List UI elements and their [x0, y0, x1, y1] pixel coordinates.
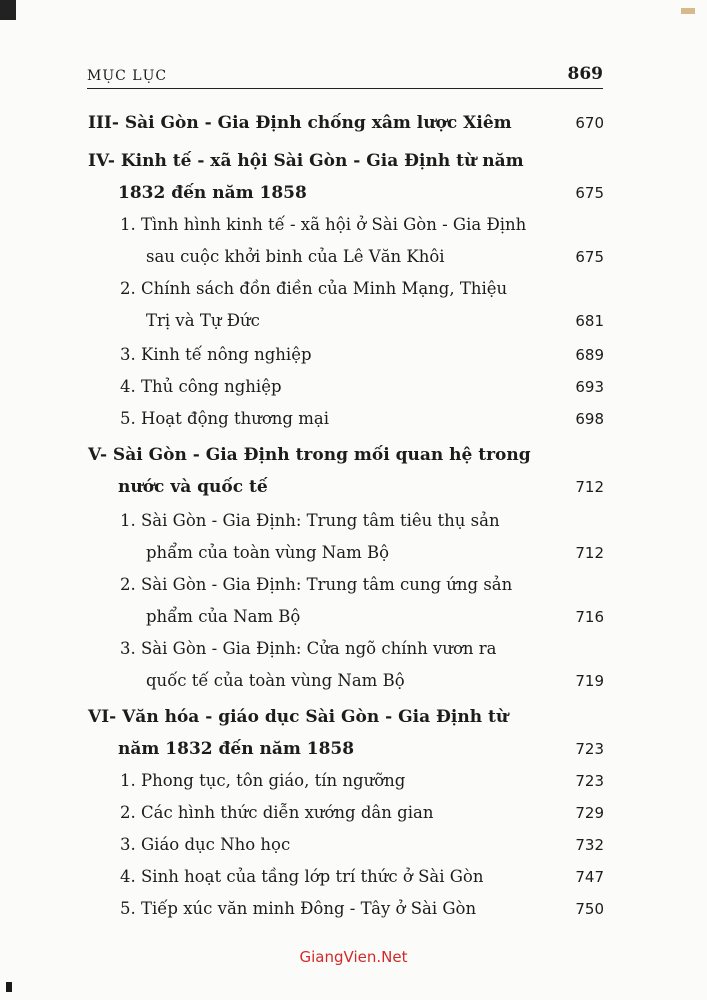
- toc-entry-page: 729: [575, 804, 604, 822]
- toc-entry: [0, 634, 707, 664]
- toc-entry-title: 3. Giáo dục Nho học: [120, 835, 291, 854]
- toc-entry-page: 698: [575, 410, 604, 428]
- toc-entry-title: quốc tế của toàn vùng Nam Bộ: [146, 671, 405, 690]
- toc-entry: [0, 372, 707, 402]
- scan-corner-mark: [6, 982, 12, 992]
- toc-entry-page: 675: [575, 184, 604, 202]
- scan-corner-mark: [681, 8, 695, 14]
- toc-entry-title: 4. Thủ công nghiệp: [120, 377, 282, 396]
- toc-entry-title: 1. Sài Gòn - Gia Định: Trung tâm tiêu thụ sản: [120, 511, 500, 530]
- toc-entry: [0, 538, 707, 568]
- toc-entry: [0, 108, 707, 138]
- toc-entry-title: 2. Các hình thức diễn xướng dân gian: [120, 803, 434, 822]
- toc-entry: [0, 798, 707, 828]
- toc-entry: [0, 702, 707, 732]
- toc-entry-page: 681: [575, 312, 604, 330]
- toc-entry-page: 716: [575, 608, 604, 626]
- toc-entry-title: 3. Sài Gòn - Gia Định: Cửa ngõ chính vươn ra: [120, 639, 497, 658]
- toc-entry-page: 750: [575, 900, 604, 918]
- page-number: 869: [567, 64, 603, 84]
- toc-entry: [0, 506, 707, 536]
- toc-entry: [0, 340, 707, 370]
- toc-entry: [0, 146, 707, 176]
- toc-entry-title: nước và quốc tế: [118, 477, 268, 497]
- toc-entry: [0, 472, 707, 502]
- toc-entry-page: 675: [575, 248, 604, 266]
- toc-entry: [0, 666, 707, 696]
- toc-entry: [0, 242, 707, 272]
- toc-entry-page: 712: [575, 544, 604, 562]
- toc-entry-title: 2. Sài Gòn - Gia Định: Trung tâm cung ứng sản: [120, 575, 513, 594]
- toc-entry: [0, 274, 707, 304]
- toc-entry-title: phẩm của Nam Bộ: [146, 607, 301, 626]
- toc-entry: [0, 734, 707, 764]
- toc-entry: [0, 570, 707, 600]
- toc-entry-title: 1. Phong tục, tôn giáo, tín ngưỡng: [120, 771, 406, 790]
- toc-entry-page: 689: [575, 346, 604, 364]
- toc-entry-title: 1. Tình hình kinh tế - xã hội ở Sài Gòn - Gia Định: [120, 215, 527, 234]
- toc-entry: [0, 306, 707, 336]
- toc-entry-page: 723: [575, 740, 604, 758]
- toc-entry-title: IV- Kinh tế - xã hội Sài Gòn - Gia Định từ năm: [88, 151, 524, 171]
- toc-entry-title: VI- Văn hóa - giáo dục Sài Gòn - Gia Định từ: [88, 707, 509, 727]
- toc-entry: [0, 766, 707, 796]
- toc-entry-page: 723: [575, 772, 604, 790]
- toc-entry-page: 719: [575, 672, 604, 690]
- toc-entry-page: 732: [575, 836, 604, 854]
- toc-entry-page: 670: [575, 114, 604, 132]
- toc-entry-title: 4. Sinh hoạt của tầng lớp trí thức ở Sài Gòn: [120, 867, 484, 886]
- toc-entry-page: 747: [575, 868, 604, 886]
- toc-entry-page: 693: [575, 378, 604, 396]
- toc-entry-title: III- Sài Gòn - Gia Định chống xâm lược Xiêm: [88, 113, 512, 133]
- toc-entry-title: 5. Tiếp xúc văn minh Đông - Tây ở Sài Gòn: [120, 899, 477, 918]
- toc-entry-title: sau cuộc khởi binh của Lê Văn Khôi: [146, 247, 445, 266]
- watermark: GiangVien.Net: [299, 948, 408, 966]
- toc-entry-title: năm 1832 đến năm 1858: [118, 739, 355, 759]
- toc-entry: [0, 862, 707, 892]
- toc-entry-title: V- Sài Gòn - Gia Định trong mối quan hệ trong: [88, 445, 531, 465]
- toc-entry: [0, 404, 707, 434]
- scan-corner-mark: [0, 0, 16, 20]
- toc-entry-title: 3. Kinh tế nông nghiệp: [120, 345, 312, 364]
- toc-entry: [0, 210, 707, 240]
- toc-entry-title: 2. Chính sách đồn điền của Minh Mạng, Thiệu: [120, 279, 508, 298]
- toc-entry-title: phẩm của toàn vùng Nam Bộ: [146, 543, 390, 562]
- toc-entry: [0, 894, 707, 924]
- page-header: [87, 60, 603, 89]
- running-title: MỤC LỤC: [87, 68, 168, 84]
- toc-entry-title: 5. Hoạt động thương mại: [120, 409, 329, 428]
- toc-entry-title: Trị và Tự Đức: [146, 311, 260, 330]
- toc-entry: [0, 830, 707, 860]
- toc-entry-title: 1832 đến năm 1858: [118, 183, 307, 203]
- toc-entry: [0, 178, 707, 208]
- toc-entry-page: 712: [575, 478, 604, 496]
- toc-entry: [0, 602, 707, 632]
- toc-entry: [0, 440, 707, 470]
